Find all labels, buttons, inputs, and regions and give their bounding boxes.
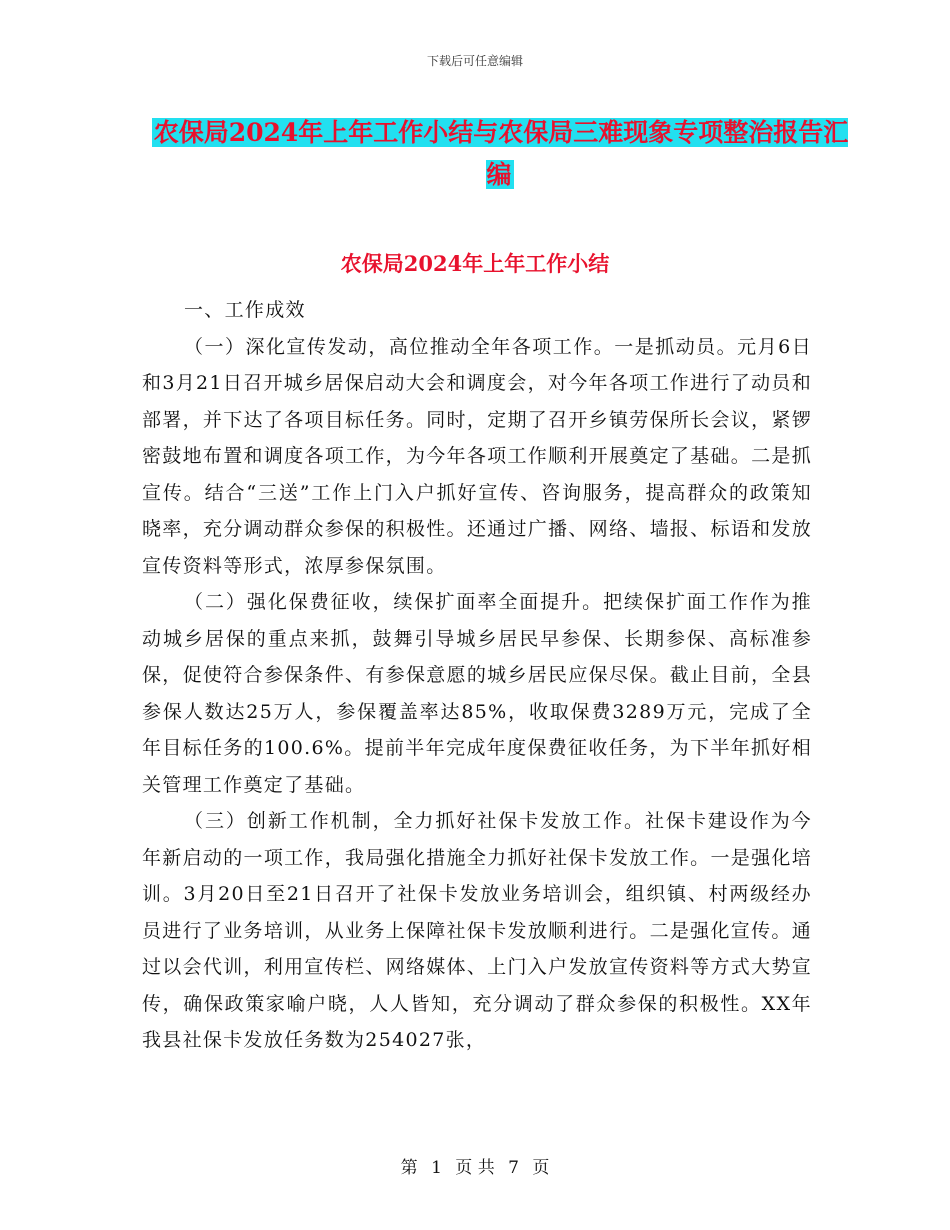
footer-middle: 页 共 <box>455 1158 495 1178</box>
footer-suffix: 页 <box>532 1158 550 1178</box>
footer-total-pages: 7 <box>508 1158 519 1178</box>
document-title-text: 农保局2024年上年工作小结与农保局三难现象专项整治报告汇编 <box>153 118 849 189</box>
footer-page-number: 1 <box>431 1158 442 1178</box>
document-title <box>140 112 860 196</box>
footer-prefix: 第 <box>400 1158 418 1178</box>
document-body <box>142 292 812 1059</box>
paragraph-2: （二）强化保费征收，续保扩面率全面提升。把续保扩面工作作为推动城乡居保的重点来抓，鼓舞引导城乡居民早参保、长期参保、高标准参保，促使符合参保条件、有参保意愿的城乡居民应保尽保。截止目前，全县参保人数达25万人，参保覆盖率达85%，收取保费3289万元，完成了全年目标任务的100.6%。提前半年完成年度保费征收任务，为下半年抓好相关管理工作奠定了基础。 <box>142 591 812 796</box>
paragraph-1: （一）深化宣传发动，高位推动全年各项工作。一是抓动员。元月6日和3月21日召开城乡居保启动大会和调度会，对今年各项工作进行了动员和部署，并下达了各项目标任务。同时，定期了召开乡镇劳保所长会议，紧锣密鼓地布置和调度各项工作，为今年各项工作顺利开展奠定了基础。二是抓宣传。结合“三送”工作上门入户抓好宣传、咨询服务，提高群众的政策知晓率，充分调动群众参保的积极性。还通过广播、网络、墙报、标语和发放宣传资料等形式，浓厚参保氛围。 <box>142 335 812 577</box>
page-footer <box>0 1153 950 1178</box>
paragraph-3: （三）创新工作机制，全力抓好社保卡发放工作。社保卡建设作为今年新启动的一项工作，我局强化措施全力抓好社保卡发放工作。一是强化培训。3月20日至21日召开了社保卡发放业务培训会，组织镇、村两级经办员进行了业务培训，从业务上保障社保卡发放顺利进行。二是强化宣传。通过以会代训，利用宣传栏、网络媒体、上门入户发放宣传资料等方式大势宣传，确保政策家喻户晓，人人皆知，充分调动了群众参保的积极性。XX年我县社保卡发放任务数为254027张， <box>142 810 812 1051</box>
heading-level1: 一、工作成效 <box>184 299 306 321</box>
header-note: 下载后可任意编辑 <box>426 54 523 68</box>
section-title: 农保局2024年上年工作小结 <box>340 251 610 276</box>
